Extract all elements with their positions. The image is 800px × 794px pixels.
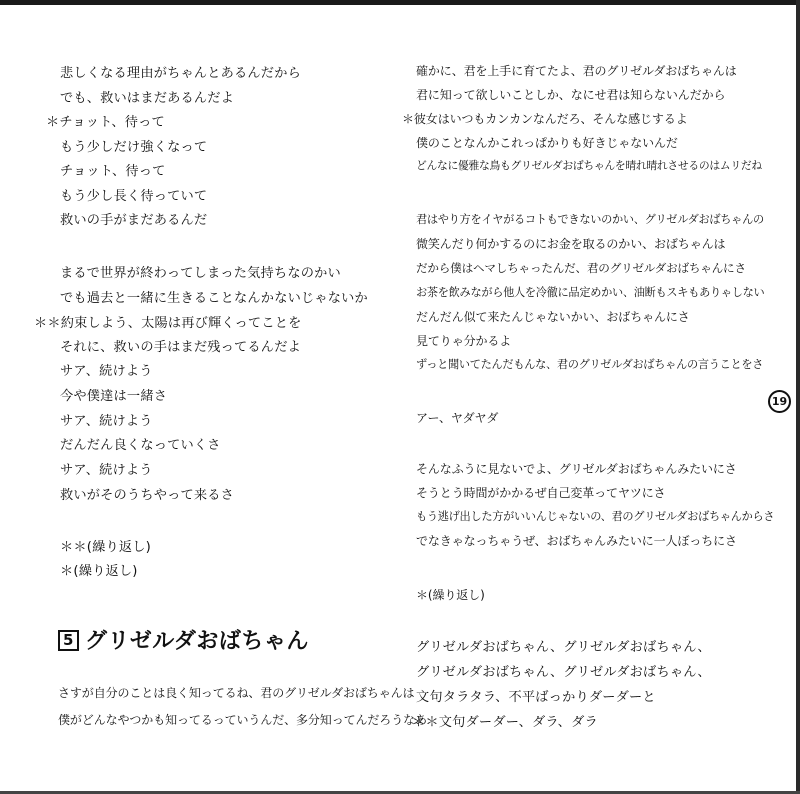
lyric-line: 微笑んだり何かするのにお金を取るのかい、おばちゃんは [416, 237, 726, 251]
track-number: 5 [58, 630, 79, 651]
lyric-line: 君に知って欲しいことしか、なにせ君は知らないんだから [416, 88, 726, 102]
lyric-line: でも、救いはまだあるんだよ [60, 91, 235, 106]
lyric-line: ＊チョット、待って [46, 115, 165, 130]
lyric-line: そんなふうに見ないでよ、グリゼルダおばちゃんみたいにさ [416, 462, 737, 476]
lyric-line: 文句タラタラ、不平ばっかりダーダーと [416, 690, 656, 705]
lyric-line: グリゼルダおばちゃん、グリゼルダおばちゃん、 [416, 665, 711, 680]
song-title-text: グリゼルダおばちゃん [85, 629, 309, 654]
song-title [58, 624, 309, 655]
lyric-line: 君はやり方をイヤがるコトもできないのかい、グリゼルダおばちゃんの [416, 213, 764, 226]
lyric-line: 僕のことなんかこれっぱかりも好きじゃないんだ [416, 136, 678, 150]
lyric-line: さすが自分のことは良く知ってるね、君のグリゼルダおばちゃんは [58, 686, 415, 700]
lyric-line: だんだん良くなっていくさ [60, 438, 221, 453]
lyric-line: ＊＊文句ダーダー、ダラ、ダラ [412, 715, 598, 730]
lyric-line: ＊彼女はいつもカンカンなんだろ、そんな感じするよ [402, 112, 688, 126]
lyric-line: ＊(繰り返し) [416, 588, 485, 602]
lyric-line: サア、続けよう [60, 463, 153, 478]
lyric-line: アー、ヤダヤダ [416, 411, 499, 425]
lyric-line: まるで世界が終わってしまった気持ちなのかい [60, 266, 341, 281]
lyric-line: サア、続けよう [60, 364, 153, 379]
lyric-line: 見てりゃ分かるよ [416, 334, 512, 348]
lyric-line: グリゼルダおばちゃん、グリゼルダおばちゃん、 [416, 640, 711, 655]
lyric-line: お茶を飲みながら他人を冷徹に品定めかい、油断もスキもありゃしない [416, 286, 765, 299]
lyric-line: でなきゃなっちゃうぜ、おばちゃんみたいに一人ぼっちにさ [416, 534, 737, 548]
lyric-line: 悲しくなる理由がちゃんとあるんだから [60, 66, 301, 81]
lyric-line: 僕がどんなやつかも知ってるっていうんだ、多分知ってんだろうなあ [58, 713, 427, 727]
page-number-badge: 19 [768, 390, 791, 413]
lyric-line: サア、続けよう [60, 414, 153, 429]
lyric-line: もう少し長く待っていて [60, 189, 208, 204]
lyric-line: だから僕はヘマしちゃったんだ、君のグリゼルダおばちゃんにさ [416, 261, 746, 275]
lyric-line: ＊＊約束しよう、太陽は再び輝くってことを [34, 316, 302, 331]
lyric-line: 救いの手がまだあるんだ [60, 213, 208, 228]
lyric-line: でも過去と一緒に生きることなんかないじゃないか [60, 291, 368, 306]
lyric-line: ＊(繰り返し) [60, 564, 138, 579]
lyric-line: どんなに優雅な鳥もグリゼルダおばちゃんを晴れ晴れさせるのはムリだね [416, 159, 762, 172]
scan-edge-right [796, 0, 800, 794]
lyric-line: 救いがそのうちやって来るさ [60, 488, 235, 503]
lyric-line: 確かに、君を上手に育てたよ、君のグリゼルダおばちゃんは [416, 64, 737, 78]
lyric-line: チョット、待って [60, 164, 166, 179]
lyric-line: それに、救いの手はまだ残ってるんだよ [60, 340, 301, 355]
lyric-line: もう逃げ出した方がいいんじゃないの、君のグリゼルダおばちゃんからさ [416, 510, 775, 523]
lyric-line: もう少しだけ強くなって [60, 140, 208, 155]
lyric-line: 今や僕達は一緒さ [60, 389, 168, 404]
lyric-line: そうとう時間がかかるぜ自己変革ってヤツにさ [416, 486, 666, 500]
lyric-line: だんだん似て来たんじゃないかい、おばちゃんにさ [416, 310, 690, 324]
lyric-line: ＊＊(繰り返し) [60, 540, 152, 555]
scan-edge-top [0, 0, 800, 5]
lyric-line: ずっと聞いてたんだもんな、君のグリゼルダおばちゃんの言うことをさ [416, 358, 764, 371]
